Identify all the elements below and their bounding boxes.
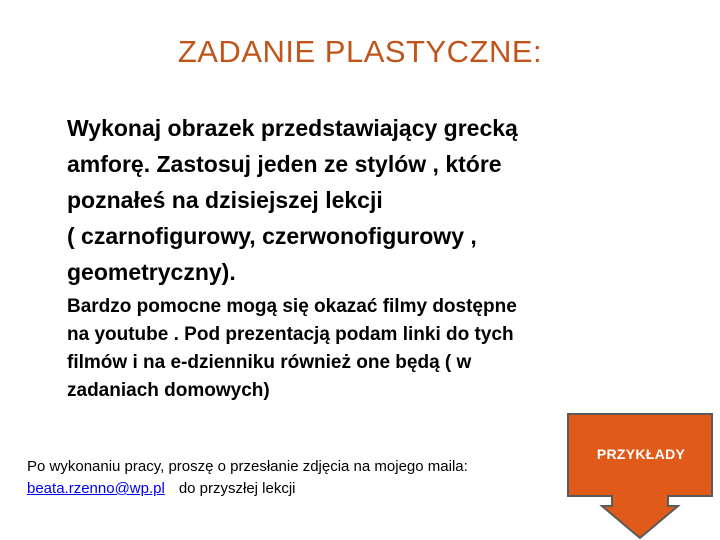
task-line: geometryczny). — [67, 259, 236, 285]
down-arrow-callout-shape — [566, 412, 716, 540]
submission-instruction: Po wykonaniu pracy, proszę o przesłanie zdjęcia na mojego maila: — [27, 458, 468, 475]
examples-callout-button[interactable] — [566, 412, 716, 540]
task-line: amforę. Zastosuj jeden ze stylów , które — [67, 151, 502, 177]
examples-label: PRZYKŁADY — [596, 446, 686, 462]
help-line: Bardzo pomocne mogą się okazać filmy dostępne — [67, 296, 517, 317]
task-description — [67, 110, 667, 290]
task-line: poznałeś na dzisiejszej lekcji — [67, 187, 383, 213]
slide-title: ZADANIE PLASTYCZNE: — [177, 34, 543, 69]
help-line: zadaniach domowych) — [67, 380, 270, 401]
help-line: filmów i na e-dzienniku również one będą ( w — [67, 352, 472, 373]
task-line: Wykonaj obrazek przedstawiający grecką — [67, 115, 518, 141]
submission-note — [27, 456, 468, 500]
help-line: na youtube . Pod prezentacją podam linki do tych — [67, 324, 514, 345]
task-line: ( czarnofigurowy, czerwonofigurowy , — [67, 223, 477, 249]
email-link[interactable]: beata.rzenno@wp.pl — [27, 480, 165, 497]
deadline-text: do przyszłej lekcji — [178, 480, 296, 497]
submission-email-line — [27, 478, 468, 500]
help-note — [67, 293, 667, 405]
